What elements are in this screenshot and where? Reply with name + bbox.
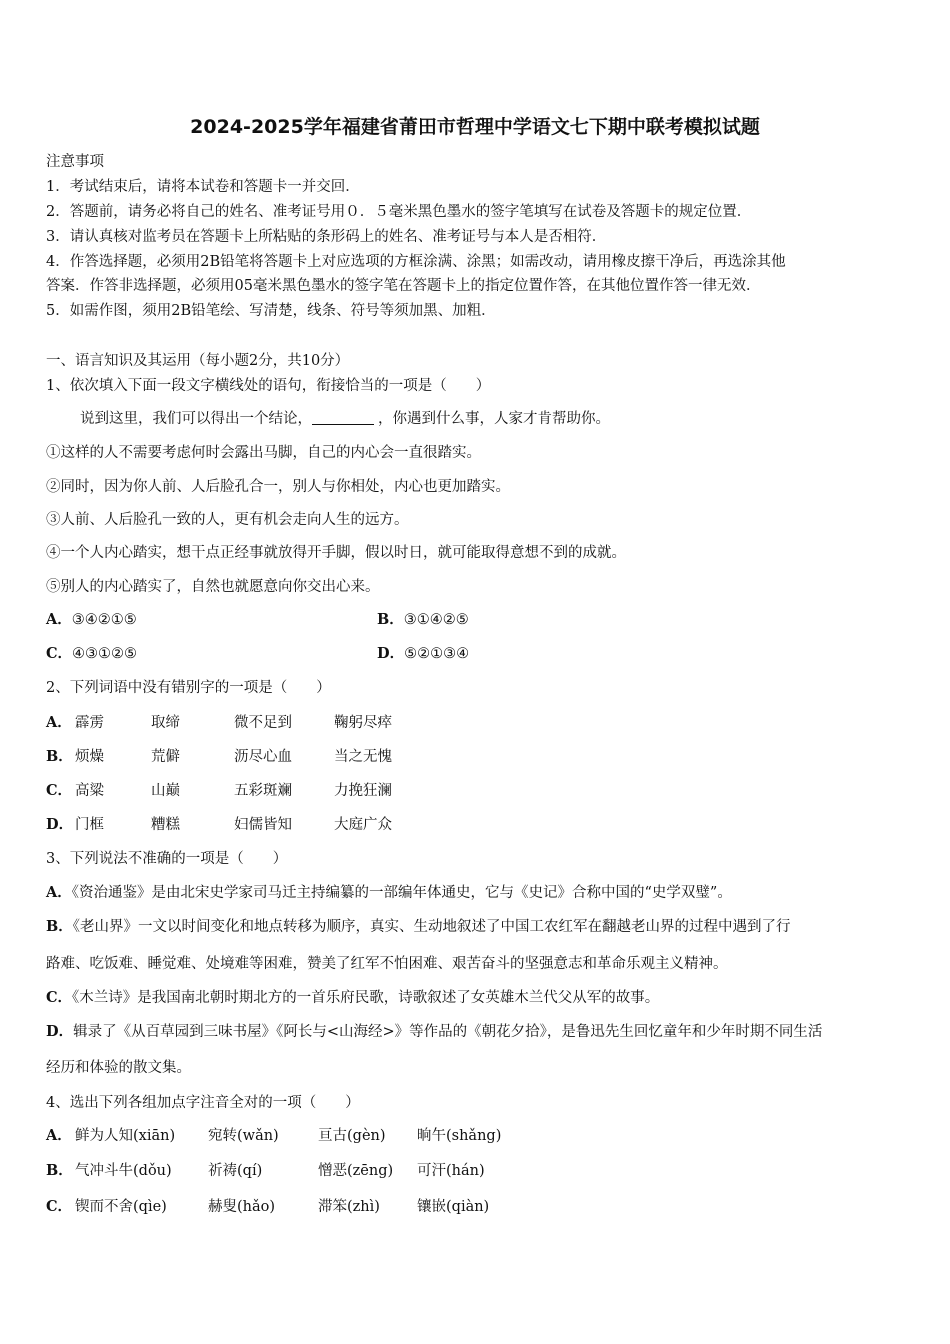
- q2-word: 高粱: [75, 783, 104, 799]
- q2-word: 霹雳: [75, 715, 104, 731]
- notice-item: 3．请认真核对监考员在答题卡上所粘贴的条形码上的姓名、准考证号与本人是否相符．: [46, 229, 607, 245]
- q3-option-d: D．辑录了《从百草园到三味书屋》《阿长与<山海经>》等作品的《朝花夕拾》，是鲁迅先生回忆童年和少年时期不同生活: [46, 1023, 823, 1040]
- q2-word: 当之无愧: [334, 749, 392, 765]
- q2-word: 微不足到: [234, 715, 292, 731]
- q2-word: 糟糕: [151, 817, 180, 833]
- q4-item: 可汗(hán): [417, 1163, 485, 1179]
- q4-item: 亘古(gèn): [318, 1128, 386, 1144]
- q4-item: 祈祷(qí): [208, 1163, 263, 1179]
- q2-word: 鞠躬尽瘁: [334, 715, 392, 731]
- q2-word: 烦燥: [75, 749, 104, 765]
- q1-option-b: B．③①④②⑤: [377, 611, 469, 628]
- page-title: 2024-2025学年福建省莆田市哲理中学语文七下期中联考模拟试题: [190, 116, 760, 138]
- q4-option-b-label: B．: [46, 1162, 73, 1179]
- q2-word: 沥尽心血: [234, 749, 292, 765]
- passage-before-blank: 说到这里，我们可以得出一个结论，: [80, 411, 312, 427]
- notice-item: 答案．作答非选择题，必须用05毫米黑色墨水的签字笔在答题卡上的指定位置作答，在其他位置作答一律无效．: [46, 278, 761, 294]
- question-1-passage: [80, 409, 610, 429]
- q4-item: 气冲斗牛(dǒu): [75, 1163, 172, 1179]
- q2-word: 妇儒皆知: [234, 817, 292, 833]
- q4-item: 晌午(shǎng): [417, 1128, 502, 1144]
- q3-option-b-cont: 路难、吃饭难、睡觉难、处境难等困难，赞美了红军不怕困难、艰苦奋斗的坚强意志和革命乐观主义精神。: [46, 956, 728, 972]
- q2-option-c-label: C．: [46, 782, 73, 799]
- q3-option-c: C．《木兰诗》是我国南北朝时期北方的一首乐府民歌，诗歌叙述了女英雄木兰代父从军的故事。: [46, 989, 660, 1006]
- q4-option-c-label: C．: [46, 1198, 73, 1215]
- q2-option-a-label: A．: [46, 714, 72, 731]
- q2-word: 荒僻: [151, 749, 180, 765]
- q2-word: 取缔: [151, 715, 180, 731]
- q4-item: 宛转(wǎn): [208, 1128, 279, 1144]
- fill-blank: [312, 410, 374, 425]
- q1-option-d: D．⑤②①③④: [377, 645, 470, 662]
- question-4-stem: 4、选出下列各组加点字注音全对的一项（ ）: [46, 1095, 360, 1111]
- q4-item: 赫叟(hǎo): [208, 1199, 276, 1215]
- question-2-stem: 2、下列词语中没有错别字的一项是（ ）: [46, 680, 331, 696]
- q4-item: 锲而不舍(qìe): [75, 1199, 167, 1215]
- q4-option-a-label: A．: [46, 1127, 72, 1144]
- sentence-2: ②同时，因为你人前、人后脸孔合一，别人与你相处，内心也更加踏实。: [46, 479, 510, 495]
- q4-item: 憎恶(zēng): [318, 1163, 394, 1179]
- q3-option-d-cont: 经历和体验的散文集。: [46, 1060, 191, 1076]
- sentence-4: ④一个人内心踏实，想干点正经事就放得开手脚，假以时日，就可能取得意想不到的成就。: [46, 545, 626, 561]
- notice-item: 5．如需作图，须用2B铅笔绘、写清楚，线条、符号等须加黑、加粗．: [46, 303, 496, 319]
- notice-item: 1．考试结束后，请将本试卷和答题卡一并交回．: [46, 179, 360, 195]
- q2-option-d-label: D．: [46, 816, 74, 833]
- passage-after-blank: ，你遇到什么事，人家才肯帮助你。: [378, 411, 610, 427]
- q2-word: 山巅: [151, 783, 180, 799]
- q4-item: 滞笨(zhì): [318, 1199, 380, 1215]
- notice-heading: 注意事项: [46, 154, 104, 170]
- question-1-stem: 1、依次填入下面一段文字横线处的语句，衔接恰当的一项是（ ）: [46, 378, 491, 394]
- q1-option-c: C．④③①②⑤: [46, 645, 138, 662]
- q2-word: 大庭广众: [334, 817, 392, 833]
- q2-word: 五彩斑斓: [234, 783, 292, 799]
- question-3-stem: 3、下列说法不准确的一项是（ ）: [46, 851, 288, 867]
- q4-item: 鲜为人知(xiān): [75, 1128, 176, 1144]
- sentence-5: ⑤别人的内心踏实了，自然也就愿意向你交出心来。: [46, 579, 380, 595]
- notice-item: 2．答题前，请务必将自己的姓名、准考证号用０．５毫米黑色墨水的签字笔填写在试卷及答题卡的规定位置．: [46, 204, 752, 220]
- sentence-3: ③人前、人后脸孔一致的人，更有机会走向人生的远方。: [46, 512, 409, 528]
- notice-item: 4．作答选择题，必须用2B铅笔将答题卡上对应选项的方框涂满、涂黑；如需改动，请用橡皮擦干净后，再选涂其他: [46, 254, 786, 270]
- q2-word: 门框: [75, 817, 104, 833]
- sentence-1: ①这样的人不需要考虑何时会露出马脚，自己的内心会一直很踏实。: [46, 445, 481, 461]
- q2-word: 力挽狂澜: [334, 783, 392, 799]
- q4-item: 镶嵌(qiàn): [417, 1199, 490, 1215]
- q3-option-a: A．《资治通鉴》是由北宋史学家司马迁主持编纂的一部编年体通史，它与《史记》合称中国的“史学双璧”。: [46, 884, 732, 901]
- q1-option-a: A．③④②①⑤: [46, 611, 137, 628]
- section-heading: 一、语言知识及其运用（每小题2分，共10分）: [46, 353, 350, 369]
- q3-option-b: B．《老山界》一文以时间变化和地点转移为顺序，真实、生动地叙述了中国工农红军在翻越老山界的过程中遇到了行: [46, 918, 791, 935]
- q2-option-b-label: B．: [46, 748, 73, 765]
